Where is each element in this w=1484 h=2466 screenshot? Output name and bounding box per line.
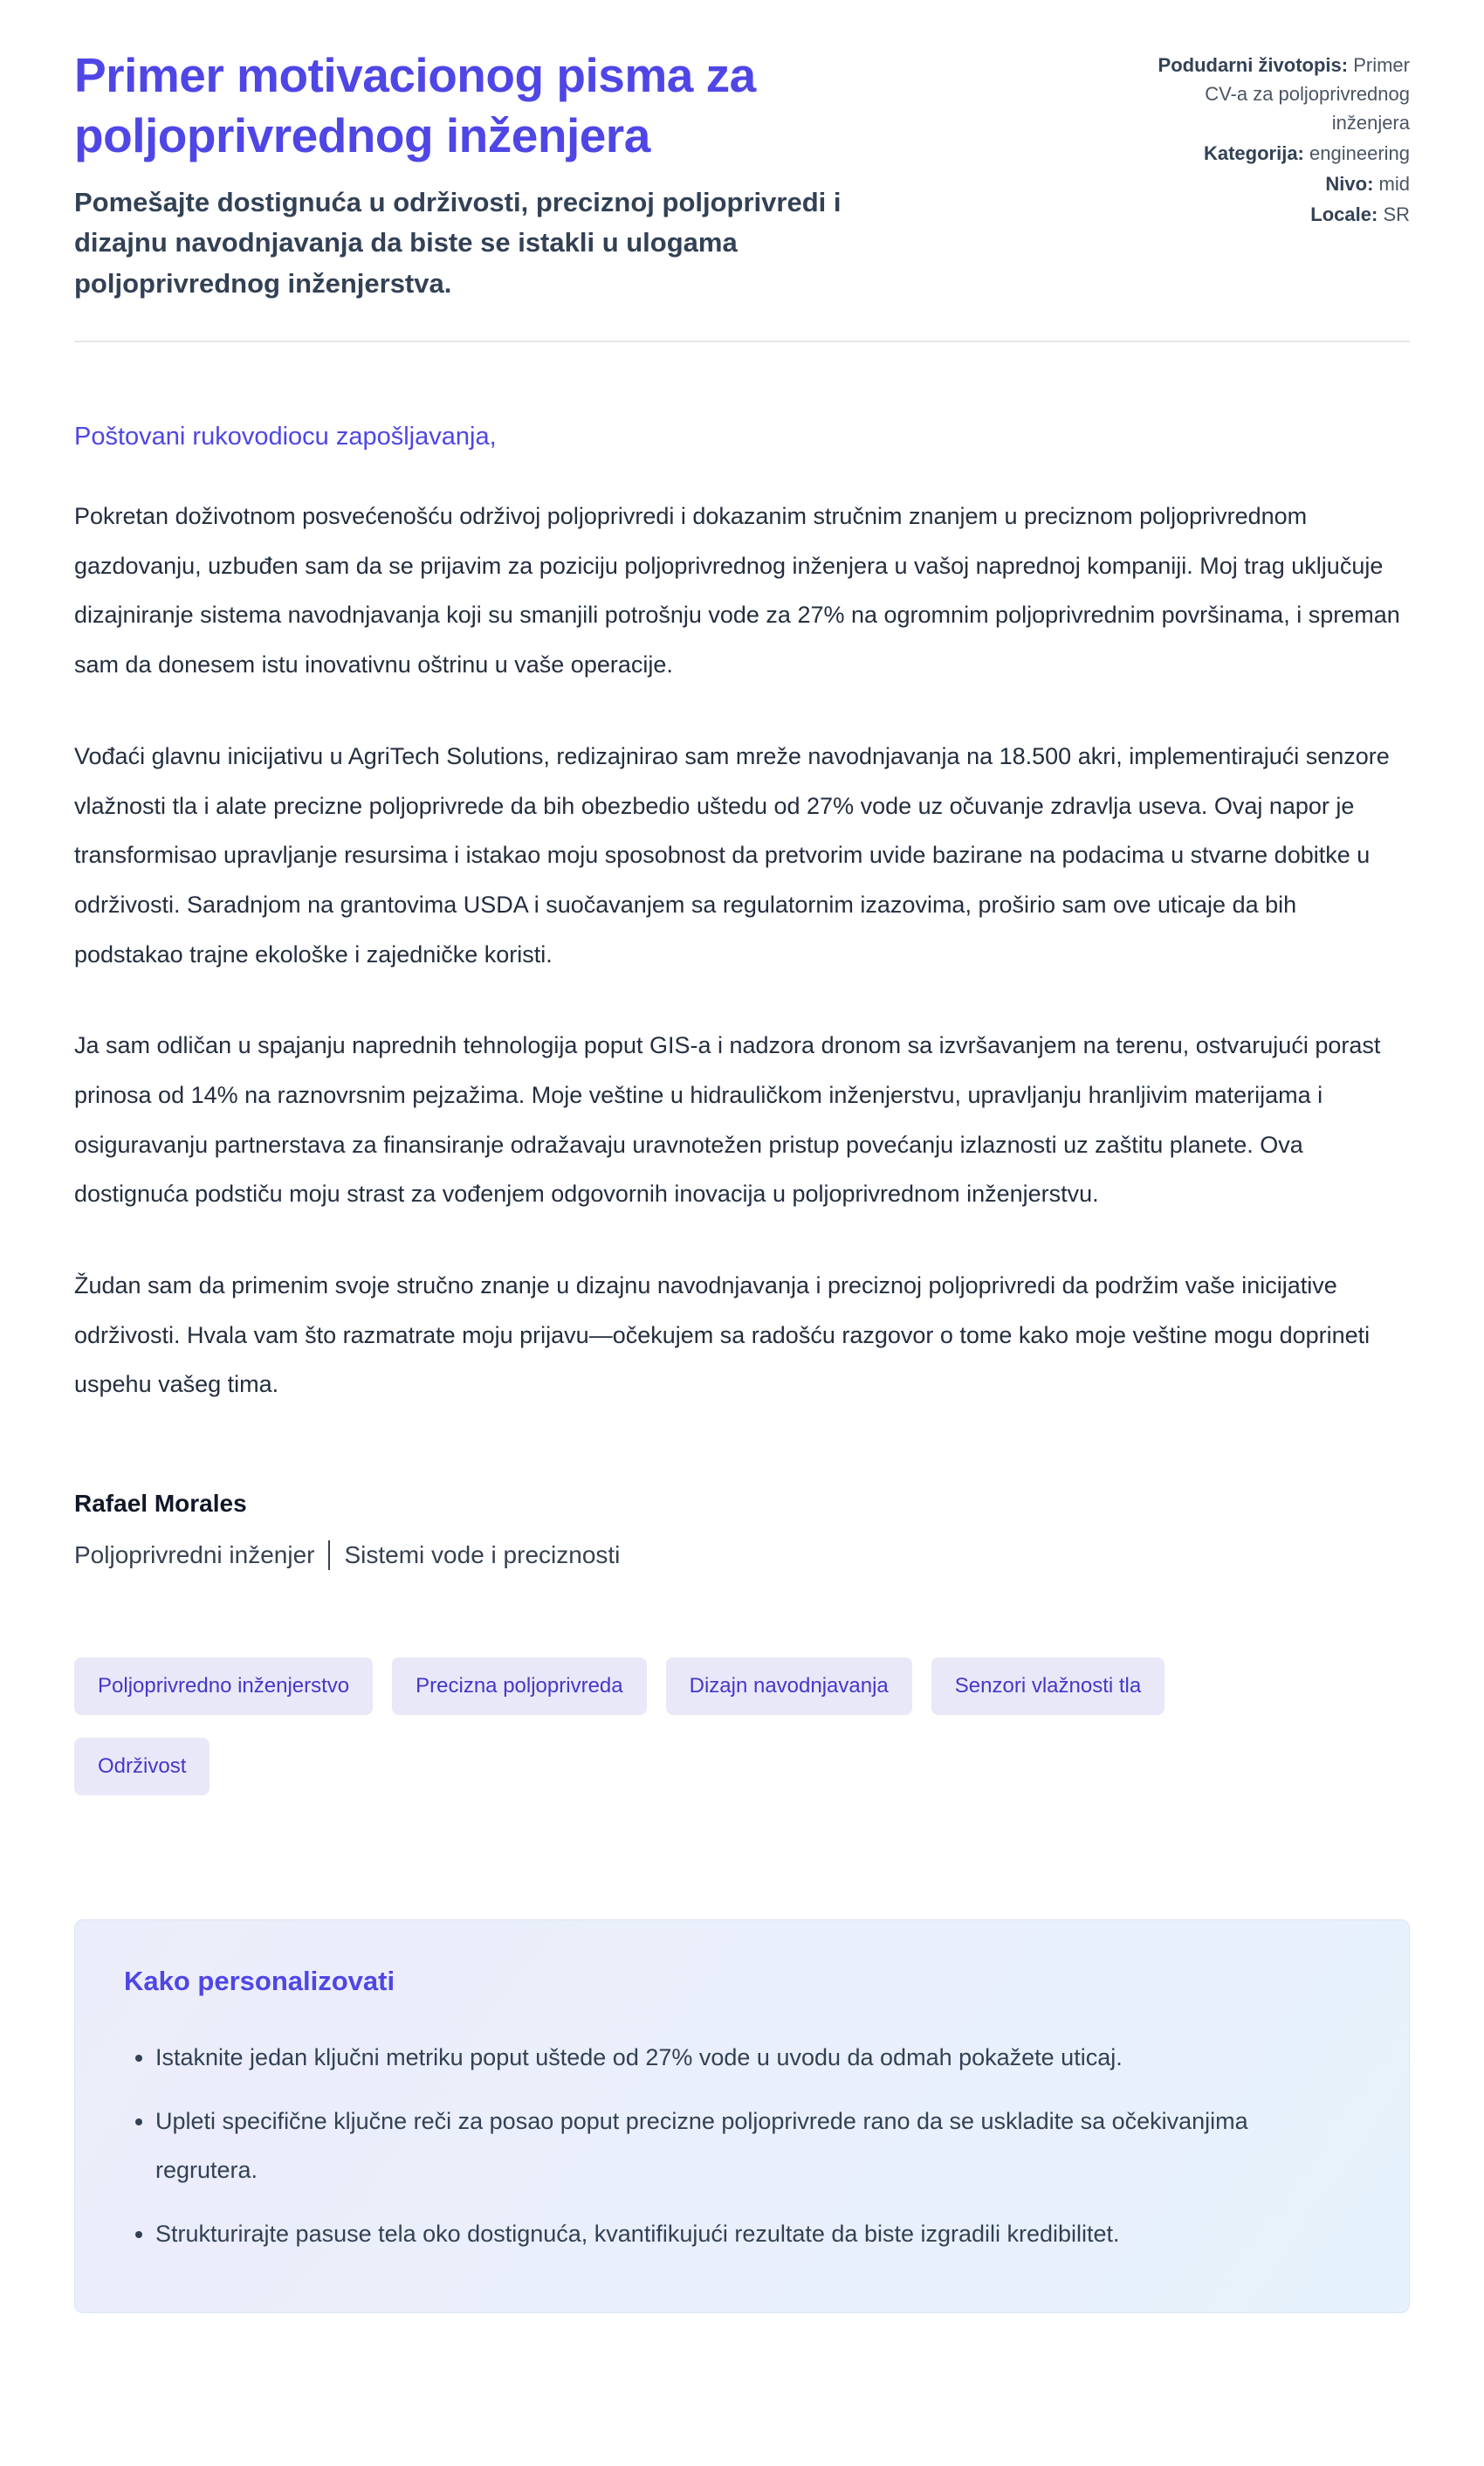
tips-title: Kako personalizovati <box>124 1966 395 1997</box>
letter-body <box>74 423 1410 1570</box>
letter-paragraph: Žudan sam da primenim svoje stručno znanje u dizajnu navodnjavanja i preciznoj poljoprivredi da podržim vaše inicijative održivosti. Hvala vam što razmatrate moju prijavu—očekujem sa radošću razgovor o tome kako moje veštine mogu doprineti uspehu vašeg tima. <box>74 1272 1371 1398</box>
meta-level-value: mid <box>1378 173 1410 195</box>
personalization-tips-box <box>74 1919 1410 2313</box>
tag-chip: Precizna poljoprivreda <box>392 1657 646 1715</box>
meta-matching-resume-label: Podudarni životopis: <box>1158 54 1349 76</box>
letter-paragraph: Pokretan doživotnom posvećenošću održivoj poljoprivredi i dokazanim stručnim znanjem u preciznom poljoprivrednom gazdovanju, uzbuđen sam da se prijavim za poziciju poljoprivrednog inženjera u vašoj naprednoj kompaniji. Moj trag uključuje dizajniranje sistema navodnjavanja koji su smanjili potrošnju vode za 27% na ogromnim poljoprivrednim površinama, i spreman sam da donesem istu inovativnu oštrinu u vaše operacije. <box>74 503 1400 678</box>
meta-level-label: Nivo: <box>1325 173 1374 195</box>
tag-row <box>74 1657 1410 1715</box>
signature-block <box>74 1490 1410 1570</box>
letter-paragraph: Ja sam odličan u spajanju naprednih tehnologija poput GIS-a i nadzora dronom sa izvršavanjem na terenu, ostvarujući porast prinosa od 14% na raznovrsnim pejzažima. Moje veštine u hidrauličkom inženjerstvu, upravljanju hranljivim materijama i osiguravanju partnerstava za finansiranje odražavaju uravnotežen pristup povećanju izlaznosti uz zaštitu planete. Ova dostignuća podstiču moju strast za vođenjem odgovornih inovacija u poljoprivrednom inženjerstvu. <box>74 1032 1381 1208</box>
meta-locale <box>1122 200 1410 229</box>
meta-level <box>1122 169 1410 198</box>
tip-item: • Istaknite jedan ključni metriku poput uštede od 27% vode u uvodu da odmah pokažete uticaj. <box>155 2034 1316 2082</box>
tag-chip: Dizajn navodnjavanja <box>666 1657 912 1715</box>
meta-category-label: Kategorija: <box>1203 142 1304 164</box>
tag-list <box>74 1657 1410 1795</box>
tag-chip: Održivost <box>74 1738 210 1795</box>
header-meta-block <box>1122 51 1410 231</box>
signature-role: Poljoprivredni inženjer <box>74 1541 315 1569</box>
tag-chip: Senzori vlažnosti tla <box>931 1657 1165 1715</box>
tag-chip: Poljoprivredno inženjerstvo <box>74 1657 373 1715</box>
letter-paragraph: Vođaći glavnu inicijativu u AgriTech Solutions, redizajnirao sam mreže navodnjavanja na 18.500 akri, implementirajući senzore vlažnosti tla i alate precizne poljoprivrede da bih obezbedio uštedu od 27% vode uz očuvanje zdravlja useva. Ovaj napor je transformisao upravljanje resursima i istakao moju sposobnost da pretvorim uvide bazirane na podacima u stvarne dobitke u održivosti. Saradnjom na grantovima USDA i suočavanjem sa regulatornim izazovima, proširio sam ove uticaje da bih podstakao trajne ekološke i zajedničke koristi. <box>74 742 1390 968</box>
tips-list <box>124 2034 1360 2258</box>
meta-category-value: engineering <box>1309 142 1410 164</box>
tip-item: • Upleti specifične ključne reči za posao poput precizne poljoprivrede rano da se uskladite sa očekivanjima regrutera. <box>155 2097 1316 2194</box>
signature-name: Rafael Morales <box>74 1490 247 1518</box>
tag-row <box>74 1738 1410 1795</box>
meta-locale-label: Locale: <box>1310 203 1378 225</box>
tip-item: • Strukturirajte pasuse tela oko dostignuća, kvantifikujući rezultate da biste izgradili kredibilitet. <box>155 2210 1316 2258</box>
header-title-block <box>74 45 860 304</box>
page-title: Primer motivacionog pisma za poljoprivrednog inženjera <box>74 48 756 163</box>
signature-divider <box>328 1540 330 1570</box>
meta-category <box>1122 139 1410 168</box>
signature-specialty: Sistemi vode i preciznosti <box>344 1541 621 1569</box>
signature-role-line <box>74 1540 1410 1570</box>
meta-matching-resume <box>1122 51 1410 137</box>
meta-locale-value: SR <box>1383 203 1410 225</box>
page-subtitle: Pomešajte dostignuća u održivosti, preciznoj poljoprivredi i dizajnu navodnjavanja da biste se istakli u ulogama poljoprivrednog inženjerstva. <box>74 186 842 299</box>
letter-greeting: Poštovani rukovodiocu zapošljavanja, <box>74 423 497 451</box>
header-divider <box>74 341 1410 342</box>
meta-matching-resume-value: Primer CV-a za poljoprivrednog inženjera <box>1205 54 1410 134</box>
page-header <box>74 45 1410 304</box>
